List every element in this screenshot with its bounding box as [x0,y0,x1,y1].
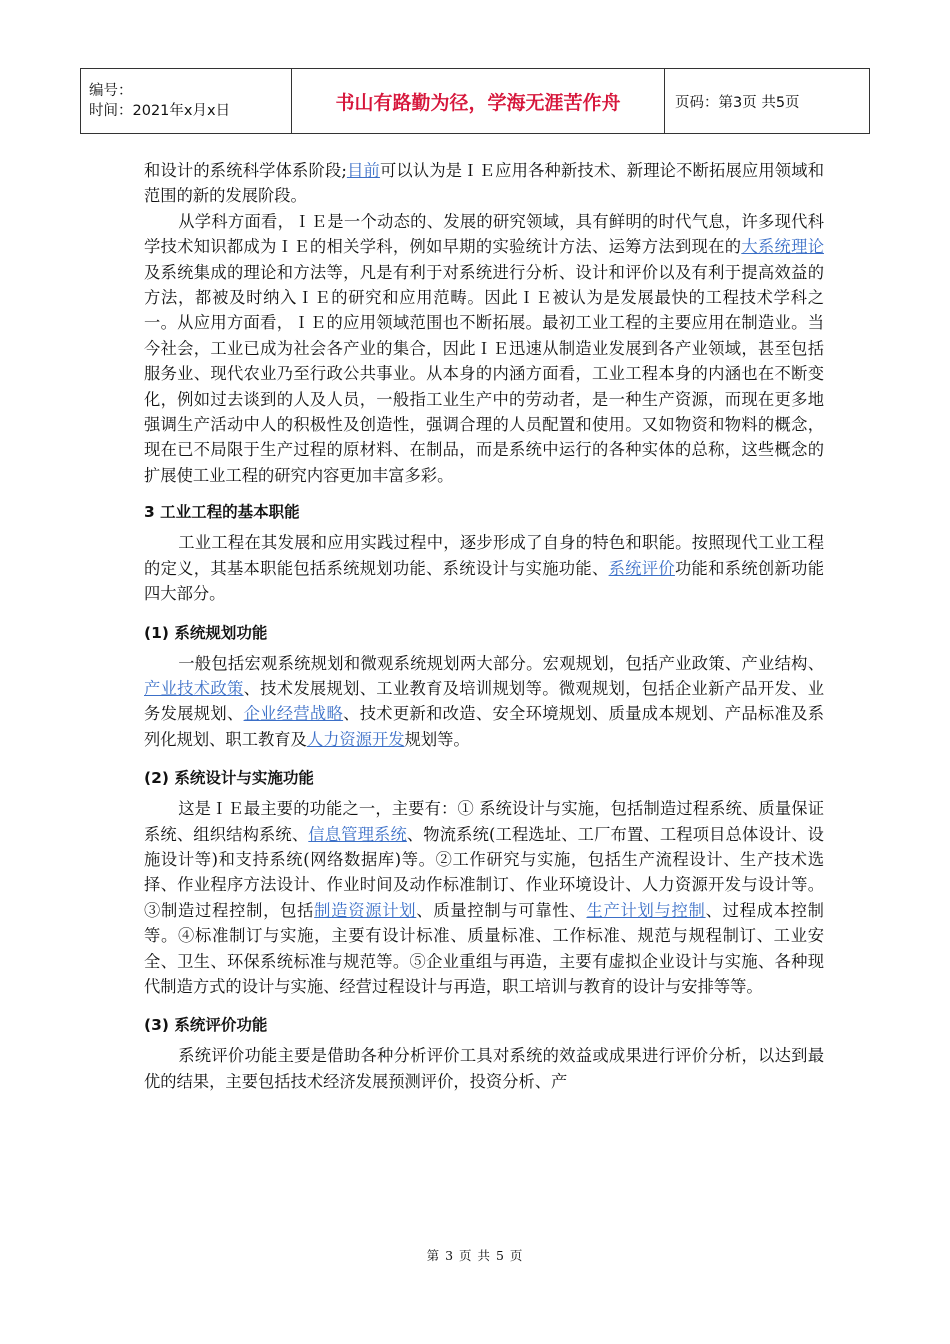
header-motto: 书山有路勤为径，学海无涯苦作舟 [292,69,665,134]
section-heading-3: 3 工业工程的基本职能 [144,503,300,522]
section-heading-3-2: (2) 系统设计与实施功能 [144,769,314,788]
paragraph-continued [144,158,824,209]
text-run: 这是ＩＥ最主要的功能之一，主要有：① 系统设计与实施，包括制造过程系统、质量保证系统、组织结构系统、 [144,799,824,844]
header-meta [81,69,292,134]
link-system-evaluation[interactable]: 系统评价 [608,558,675,578]
text-run: 一般包括宏观系统规划和微观系统规划两大部分。宏观规划，包括产业政策、产业结构、 [178,653,824,673]
text-run: 系统评价功能主要是借助各种分析评价工具对系统的效益或成果进行评价分析，以达到最优的结果，主要包括技术经济发展预测评价，投资分析、产 [144,1046,824,1091]
link-info-management-system[interactable]: 信息管理系统 [308,824,407,844]
document-body [144,158,824,1094]
text-run: 可以认为是ＩＥ应用各种新技术、新理论不断拓展应用领域和范围的新的发展阶段。 [144,161,824,206]
header-table [80,68,870,134]
page-footer: 第 3 页 共 5 页 [426,1248,524,1263]
text-run: 、物流系统(工程选址、工厂布置、工程项目总体设计、设施设计等)和支持系统(网络数据库)等。②工作研究与实施，包括生产流程设计、生产技术选择、作业程序方法设计、作业时间及动作标准制订、作业环境设计、人力资源开发与设计等。③制造过程控制，包括 [144,824,824,920]
text-run: 规划等。 [404,729,470,749]
text-run: 及系统集成的理论和方法等，凡是有利于对系统进行分析、设计和评价以及有利于提高效益的方法，都被及时纳入ＩＥ的研究和应用范畴。因此ＩＥ被认为是发展最快的工程技术学科之一。从应用方面看，ＩＥ的应用领域范围也不断拓展。最初工业工程的主要应用在制造业。当今社会，工业已成为社会各产业的集合，因此ＩＥ迅速从制造业发展到各产业领域，甚至包括服务业、现代农业乃至行政公共事业。从本身的内涵方面看，工业工程本身的内涵也在不断变化，例如过去谈到的人及人员，一般指工业生产中的劳动者，是一种生产资源，而现在更多地强调生产活动中人的积极性及创造性，强调合理的人员配置和使用。又如物资和物料的概念，现在已不局限于生产过程的原材料、在制品，而是系统中运行的各种实体的总称，这些概念的扩展使工业工程的研究内容更加丰富多彩。 [144,262,824,485]
paragraph-design [144,796,824,999]
text-run: 和设计的系统科学体系阶段; [144,161,347,180]
link-production-planning[interactable]: 生产计划与控制 [586,900,706,920]
link-mu-qian[interactable]: 目前 [346,161,380,180]
text-run: 功能和系统创新功能四大部分。 [144,558,824,604]
link-hr-development[interactable]: 人力资源开发 [306,729,405,749]
paragraph-evaluation [144,1043,824,1094]
header-page: 页码：第3页 共5页 [665,69,870,134]
link-business-strategy[interactable]: 企业经营战略 [243,704,344,724]
text-run: 、过程成本控制等。④标准制订与实施，主要有设计标准、质量标准、工作标准、规范与规程制订、工业安全、卫生、环保系统标准与规范等。⑤企业重组与再造，主要有虚拟企业设计与实施、各种现代制造方式的设计与实施、经营过程设计与再造，职工培训与教育的设计与安排等等。 [144,900,824,996]
paragraph-functions [144,530,824,606]
text-run: 从学科方面看，ＩＥ是一个动态的、发展的研究领域，具有鲜明的时代气息，许多现代科学技术知识都成为ＩＥ的相关学科，例如早期的实验统计方法、运筹方法到现在的 [144,211,824,257]
link-large-system-theory[interactable]: 大系统理论 [741,237,824,257]
paragraph-planning [144,651,824,753]
header-date: 时间：2021年x月x日 [89,103,231,119]
paragraph-discipline [144,209,824,488]
header-number: 编号： [89,83,133,99]
text-run: 工业工程在其发展和应用实践过程中，逐步形成了自身的特色和职能。按照现代工业工程的定义，其基本职能包括系统规划功能、系统设计与实施功能、 [144,533,824,578]
text-run: 、质量控制与可靠性、 [416,900,587,920]
link-industrial-tech-policy[interactable]: 产业技术政策 [144,678,244,698]
section-heading-3-1: (1) 系统规划功能 [144,623,268,642]
text-run: 、技术发展规划、工业教育及培训规划等。微观规划，包括企业新产品开发、业务发展规划、 [144,678,824,724]
link-mrp[interactable]: 制造资源计划 [314,900,417,920]
section-heading-3-3: (3) 系统评价功能 [144,1016,268,1035]
text-run: 、技术更新和改造、安全环境规划、质量成本规划、产品标准及系列化规划、职工教育及 [144,704,824,749]
